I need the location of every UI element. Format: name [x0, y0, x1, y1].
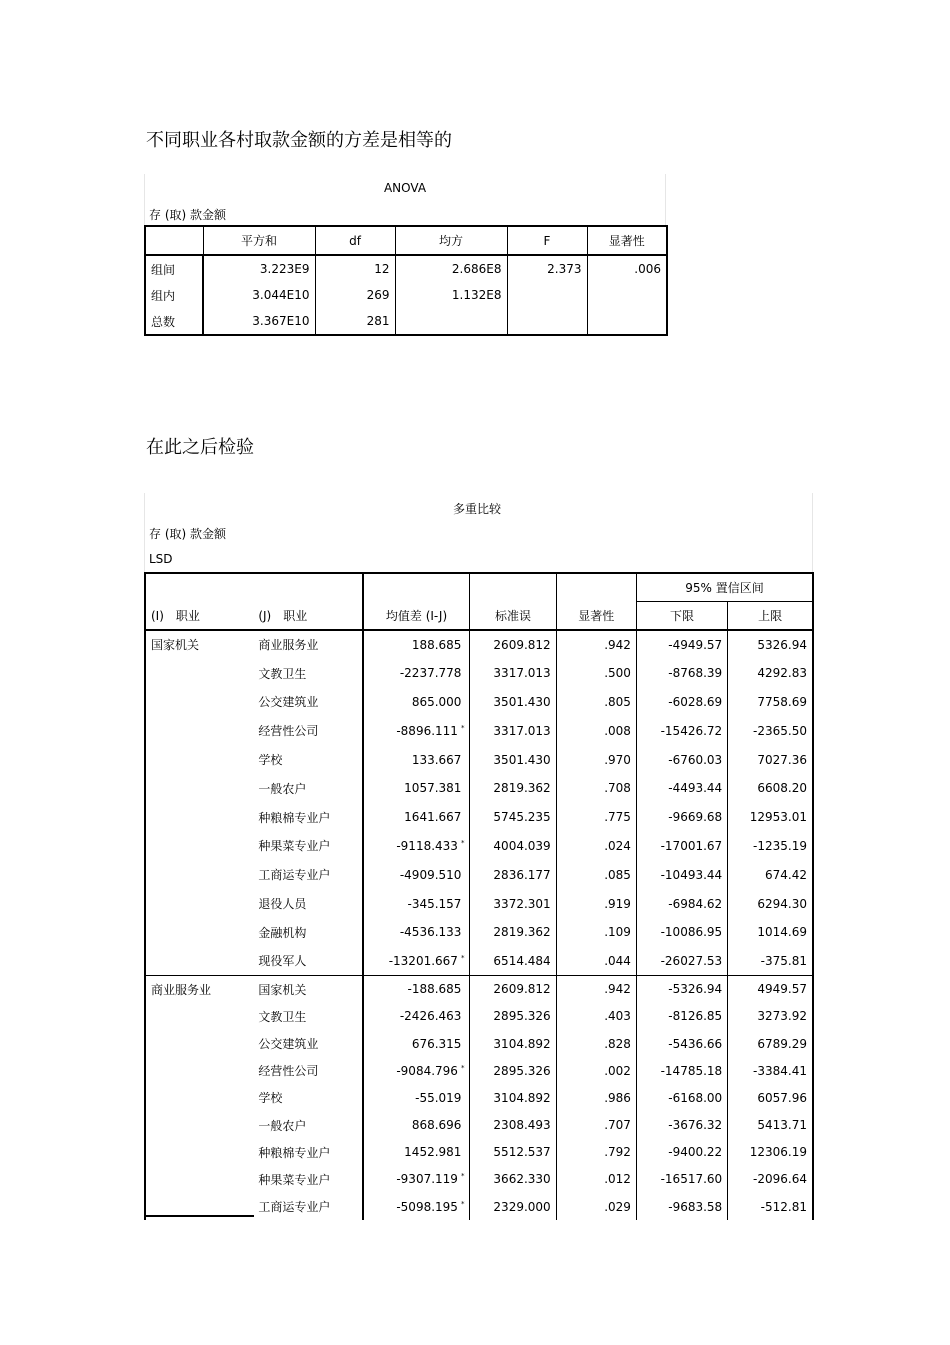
mc-lo-cell: -14785.18 [636, 1057, 727, 1084]
mc-mean-diff [363, 716, 470, 745]
mc-mean-diff-value: 188.685 [411, 637, 462, 652]
mc-ci-header: 95% 置信区间 [636, 573, 813, 602]
mc-sig-cell: .970 [556, 745, 636, 774]
mc-row [145, 860, 813, 889]
mc-mean-diff-value: -2237.778 [399, 666, 462, 681]
mc-compare-label: 一般农户 [258, 781, 307, 796]
anova-cell: 1.132E8 [395, 282, 507, 308]
anova-cell: 3.367E10 [203, 308, 315, 335]
anova-header-row [145, 226, 667, 255]
mc-row [145, 659, 813, 688]
mc-row [145, 1084, 813, 1111]
mc-mean-diff [363, 1003, 470, 1030]
mc-hi-cell: 5326.94 [728, 630, 813, 659]
mc-compare-label: 公交建筑业 [258, 695, 319, 710]
mc-row [145, 774, 813, 803]
section-heading-posthoc: 在此之后检验 [146, 437, 254, 458]
mc-header-row-top [145, 573, 813, 602]
mc-group-label [145, 947, 253, 976]
mc-hi-cell: -1235.19 [728, 832, 813, 861]
mc-se-cell: 2609.812 [470, 976, 556, 1003]
mc-mean-diff-value: 868.696 [411, 1118, 462, 1133]
mc-lo-cell: -3676.32 [636, 1112, 727, 1139]
mc-row [145, 918, 813, 947]
mc-group-label: 商业服务业 [145, 976, 253, 1003]
mc-row [145, 1003, 813, 1030]
mc-sig-cell: .942 [556, 630, 636, 659]
anova-col-header: df [315, 226, 395, 255]
anova-cell: 3.044E10 [203, 282, 315, 308]
mc-sig-cell: .919 [556, 889, 636, 918]
mc-col-header: 标准误 [470, 602, 556, 631]
mc-se-cell: 2895.326 [470, 1003, 556, 1030]
mc-group-label [145, 1084, 253, 1111]
mc-hi-cell: 674.42 [728, 860, 813, 889]
mc-mean-diff [363, 947, 470, 976]
mc-col-header: 下限 [636, 602, 727, 631]
mc-mean-diff [363, 803, 470, 832]
mc-lo-cell: -6168.00 [636, 1084, 727, 1111]
mc-hi-cell: 6608.20 [728, 774, 813, 803]
mc-compare-label: 文教卫生 [258, 666, 307, 681]
mc-sig-cell: .012 [556, 1166, 636, 1193]
mc-sig-cell: .024 [556, 832, 636, 861]
mc-se-cell: 2609.812 [470, 630, 556, 659]
mc-hi-cell: 12306.19 [728, 1139, 813, 1166]
mc-group-label [145, 745, 253, 774]
anova-cell: .006 [587, 255, 667, 282]
mc-bottom-rule [144, 1215, 254, 1217]
anova-cell: 269 [315, 282, 395, 308]
mc-group-label [145, 1003, 253, 1030]
mc-lo-cell: -10086.95 [636, 918, 727, 947]
mc-header-empty [363, 573, 470, 602]
mc-mean-diff [363, 1112, 470, 1139]
mc-compare-label: 学校 [258, 1091, 283, 1106]
mc-group-label [145, 803, 253, 832]
multiple-comparisons-table [144, 572, 814, 1220]
mc-group-label [145, 716, 253, 745]
mc-mean-diff-value: -9307.119 [396, 1172, 458, 1187]
mc-col-header: (J) 职业 [253, 602, 362, 631]
mc-compare-label: 种粮棉专业户 [258, 810, 331, 825]
mc-mean-diff-value: -4909.510 [399, 867, 462, 882]
mc-mean-diff [363, 745, 470, 774]
mc-se-cell: 2836.177 [470, 860, 556, 889]
mc-header-empty [145, 573, 253, 602]
mc-hi-cell: 6057.96 [728, 1084, 813, 1111]
mc-lo-cell: -9400.22 [636, 1139, 727, 1166]
mc-lo-cell: -17001.67 [636, 832, 727, 861]
anova-cell [587, 308, 667, 335]
anova-row [145, 308, 667, 335]
mc-mean-diff-value: -345.157 [407, 896, 462, 911]
mc-se-cell: 6514.484 [470, 947, 556, 976]
mc-mean-diff [363, 1030, 470, 1057]
mc-group-label [145, 688, 253, 717]
mc-hi-cell: 12953.01 [728, 803, 813, 832]
significance-mark: * [460, 1199, 465, 1208]
mc-se-cell: 2308.493 [470, 1112, 556, 1139]
mc-lo-cell: -5326.94 [636, 976, 727, 1003]
mc-sig-cell: .044 [556, 947, 636, 976]
mc-mean-diff-value: -55.019 [415, 1090, 462, 1105]
mc-col-header: 上限 [728, 602, 813, 631]
mc-se-cell: 3662.330 [470, 1166, 556, 1193]
section-heading-variance: 不同职业各村取款金额的方差是相等的 [146, 130, 452, 151]
mc-mean-diff [363, 832, 470, 861]
mc-se-cell: 2819.362 [470, 918, 556, 947]
mc-se-cell: 3501.430 [470, 745, 556, 774]
mc-lo-cell: -5436.66 [636, 1030, 727, 1057]
mc-group-label [145, 832, 253, 861]
mc-frame-right [812, 493, 813, 573]
mc-hi-cell: 7758.69 [728, 688, 813, 717]
mc-row [145, 1030, 813, 1057]
mc-group-label [145, 1057, 253, 1084]
mc-se-cell: 3317.013 [470, 716, 556, 745]
mc-hi-cell: 6294.30 [728, 889, 813, 918]
mc-mean-diff [363, 860, 470, 889]
mc-se-cell: 4004.039 [470, 832, 556, 861]
mc-hi-cell: -512.81 [728, 1193, 813, 1220]
mc-sig-cell: .403 [556, 1003, 636, 1030]
mc-mean-diff-value: -5098.195 [396, 1199, 458, 1214]
mc-mean-diff-value: 1452.981 [404, 1145, 462, 1160]
mc-compare-label: 金融机构 [258, 925, 307, 940]
mc-group-label [145, 889, 253, 918]
mc-col-header: 均值差 (I-J) [363, 602, 470, 631]
mc-group-label [145, 1112, 253, 1139]
anova-cell: 2.686E8 [395, 255, 507, 282]
mc-lo-cell: -9669.68 [636, 803, 727, 832]
mc-lo-cell: -16517.60 [636, 1166, 727, 1193]
mc-row [145, 889, 813, 918]
anova-cell [587, 282, 667, 308]
mc-mean-diff-value: -4536.133 [399, 925, 462, 940]
mc-subtitle: 存 (取) 款金额 [149, 527, 226, 541]
mc-mean-diff [363, 774, 470, 803]
mc-compare-label: 文教卫生 [258, 1009, 307, 1024]
mc-row [145, 1112, 813, 1139]
mc-compare-label: 国家机关 [253, 976, 362, 1003]
mc-compare-label: 商业服务业 [253, 630, 362, 659]
mc-mean-diff-value: 1641.667 [404, 810, 462, 825]
mc-mean-diff-value: 676.315 [411, 1036, 462, 1051]
anova-subtitle: 存 (取) 款金额 [149, 208, 226, 222]
mc-sig-cell: .109 [556, 918, 636, 947]
mc-se-cell: 3104.892 [470, 1030, 556, 1057]
mc-title: 多重比较 [452, 502, 501, 516]
mc-hi-cell: -2365.50 [728, 716, 813, 745]
mc-sig-cell: .828 [556, 1030, 636, 1057]
mc-compare-label: 种果菜专业户 [258, 839, 331, 854]
mc-sig-cell: .986 [556, 1084, 636, 1111]
mc-row [145, 1166, 813, 1193]
mc-lo-cell: -15426.72 [636, 716, 727, 745]
anova-col-header: 均方 [395, 226, 507, 255]
mc-se-cell: 2329.000 [470, 1193, 556, 1220]
mc-mean-diff [363, 1193, 470, 1220]
mc-compare-label: 工商运专业户 [258, 868, 331, 883]
anova-cell: 3.223E9 [203, 255, 315, 282]
mc-se-cell: 5512.537 [470, 1139, 556, 1166]
anova-cell [395, 308, 507, 335]
mc-se-cell: 3317.013 [470, 659, 556, 688]
mc-sig-cell: .775 [556, 803, 636, 832]
mc-compare-label: 退役人员 [258, 897, 307, 912]
mc-mean-diff [363, 1166, 470, 1193]
mc-mean-diff [363, 630, 470, 659]
mc-mean-diff [363, 1139, 470, 1166]
anova-row-label: 总数 [151, 314, 176, 329]
mc-group-label [145, 1166, 253, 1193]
anova-cell: 281 [315, 308, 395, 335]
anova-row [145, 255, 667, 282]
mc-group-label [145, 659, 253, 688]
mc-compare-label: 种粮棉专业户 [258, 1145, 331, 1160]
anova-col-header: F [507, 226, 587, 255]
mc-compare-label: 工商运专业户 [258, 1200, 331, 1215]
mc-compare-label: 经营性公司 [258, 1064, 319, 1079]
anova-cell [507, 282, 587, 308]
mc-mean-diff [363, 659, 470, 688]
mc-sig-cell: .942 [556, 976, 636, 1003]
significance-mark: * [460, 723, 465, 732]
mc-hi-cell: 1014.69 [728, 918, 813, 947]
mc-row [145, 803, 813, 832]
mc-row [145, 1057, 813, 1084]
significance-mark: * [460, 838, 465, 847]
mc-method: LSD [149, 552, 173, 566]
mc-mean-diff-value: 133.667 [411, 752, 462, 767]
mc-lo-cell: -26027.53 [636, 947, 727, 976]
anova-col-header: 平方和 [203, 226, 315, 255]
mc-mean-diff-value: -13201.667 [388, 953, 458, 968]
mc-hi-cell: 3273.92 [728, 1003, 813, 1030]
mc-mean-diff-value: 1057.381 [404, 781, 462, 796]
mc-group-label [145, 1030, 253, 1057]
anova-table [144, 225, 668, 336]
mc-sig-cell: .792 [556, 1139, 636, 1166]
mc-col-header: (I) 职业 [145, 602, 253, 631]
anova-col-header: 显著性 [587, 226, 667, 255]
mc-group-label [145, 860, 253, 889]
mc-sig-cell: .708 [556, 774, 636, 803]
mc-mean-diff-value: -8896.111 [396, 723, 458, 738]
mc-compare-label: 种果菜专业户 [258, 1172, 331, 1187]
mc-lo-cell: -10493.44 [636, 860, 727, 889]
mc-se-cell: 3501.430 [470, 688, 556, 717]
anova-cell: 2.373 [507, 255, 587, 282]
anova-cell [507, 308, 587, 335]
mc-row [145, 630, 813, 659]
mc-compare-label: 经营性公司 [258, 724, 319, 739]
mc-mean-diff-value: -9084.796 [396, 1063, 458, 1078]
mc-hi-cell: 7027.36 [728, 745, 813, 774]
mc-lo-cell: -6028.69 [636, 688, 727, 717]
mc-se-cell: 2819.362 [470, 774, 556, 803]
mc-mean-diff [363, 1057, 470, 1084]
anova-row-label: 组内 [151, 288, 176, 303]
mc-mean-diff [363, 1084, 470, 1111]
mc-lo-cell: -8126.85 [636, 1003, 727, 1030]
anova-title: ANOVA [383, 181, 427, 195]
mc-mean-diff-value: -9118.433 [396, 838, 458, 853]
mc-compare-label: 公交建筑业 [258, 1037, 319, 1052]
anova-cell: 12 [315, 255, 395, 282]
mc-hi-cell: 5413.71 [728, 1112, 813, 1139]
anova-row [145, 282, 667, 308]
mc-se-cell: 3104.892 [470, 1084, 556, 1111]
mc-mean-diff-value: -188.685 [407, 982, 462, 997]
mc-row [145, 832, 813, 861]
mc-group-label [145, 918, 253, 947]
mc-mean-diff [363, 688, 470, 717]
mc-row [145, 1139, 813, 1166]
mc-mean-diff-value: -2426.463 [399, 1009, 462, 1024]
mc-lo-cell: -6760.03 [636, 745, 727, 774]
mc-lo-cell: -6984.62 [636, 889, 727, 918]
mc-mean-diff [363, 976, 470, 1003]
mc-header-empty [253, 573, 362, 602]
mc-lo-cell: -4949.57 [636, 630, 727, 659]
significance-mark: * [460, 953, 465, 962]
mc-sig-cell: .029 [556, 1193, 636, 1220]
mc-se-cell: 5745.235 [470, 803, 556, 832]
mc-hi-cell: 6789.29 [728, 1030, 813, 1057]
mc-lo-cell: -8768.39 [636, 659, 727, 688]
significance-mark: * [460, 1063, 465, 1072]
mc-sig-cell: .707 [556, 1112, 636, 1139]
mc-lo-cell: -4493.44 [636, 774, 727, 803]
mc-sig-cell: .085 [556, 860, 636, 889]
mc-hi-cell: 4949.57 [728, 976, 813, 1003]
mc-header-empty [556, 573, 636, 602]
mc-mean-diff [363, 889, 470, 918]
mc-header-empty [470, 573, 556, 602]
mc-header-row [145, 602, 813, 631]
mc-compare-label: 学校 [258, 753, 283, 768]
anova-col-header [145, 226, 203, 255]
mc-row [145, 976, 813, 1003]
mc-hi-cell: 4292.83 [728, 659, 813, 688]
mc-group-label [145, 774, 253, 803]
mc-compare-label: 现役军人 [258, 954, 307, 969]
mc-group-label [145, 1139, 253, 1166]
mc-hi-cell: -3384.41 [728, 1057, 813, 1084]
mc-row [145, 947, 813, 976]
mc-mean-diff-value: 865.000 [411, 694, 462, 709]
mc-se-cell: 3372.301 [470, 889, 556, 918]
mc-compare-label: 一般农户 [258, 1118, 307, 1133]
mc-sig-cell: .500 [556, 659, 636, 688]
mc-col-header: 显著性 [556, 602, 636, 631]
mc-sig-cell: .008 [556, 716, 636, 745]
mc-mean-diff [363, 918, 470, 947]
mc-lo-cell: -9683.58 [636, 1193, 727, 1220]
mc-hi-cell: -2096.64 [728, 1166, 813, 1193]
mc-row [145, 688, 813, 717]
mc-hi-cell: -375.81 [728, 947, 813, 976]
mc-se-cell: 2895.326 [470, 1057, 556, 1084]
mc-sig-cell: .002 [556, 1057, 636, 1084]
mc-sig-cell: .805 [556, 688, 636, 717]
anova-row-label: 组间 [151, 262, 176, 277]
mc-group-label: 国家机关 [145, 630, 253, 659]
mc-row [145, 745, 813, 774]
significance-mark: * [460, 1172, 465, 1181]
mc-row [145, 716, 813, 745]
